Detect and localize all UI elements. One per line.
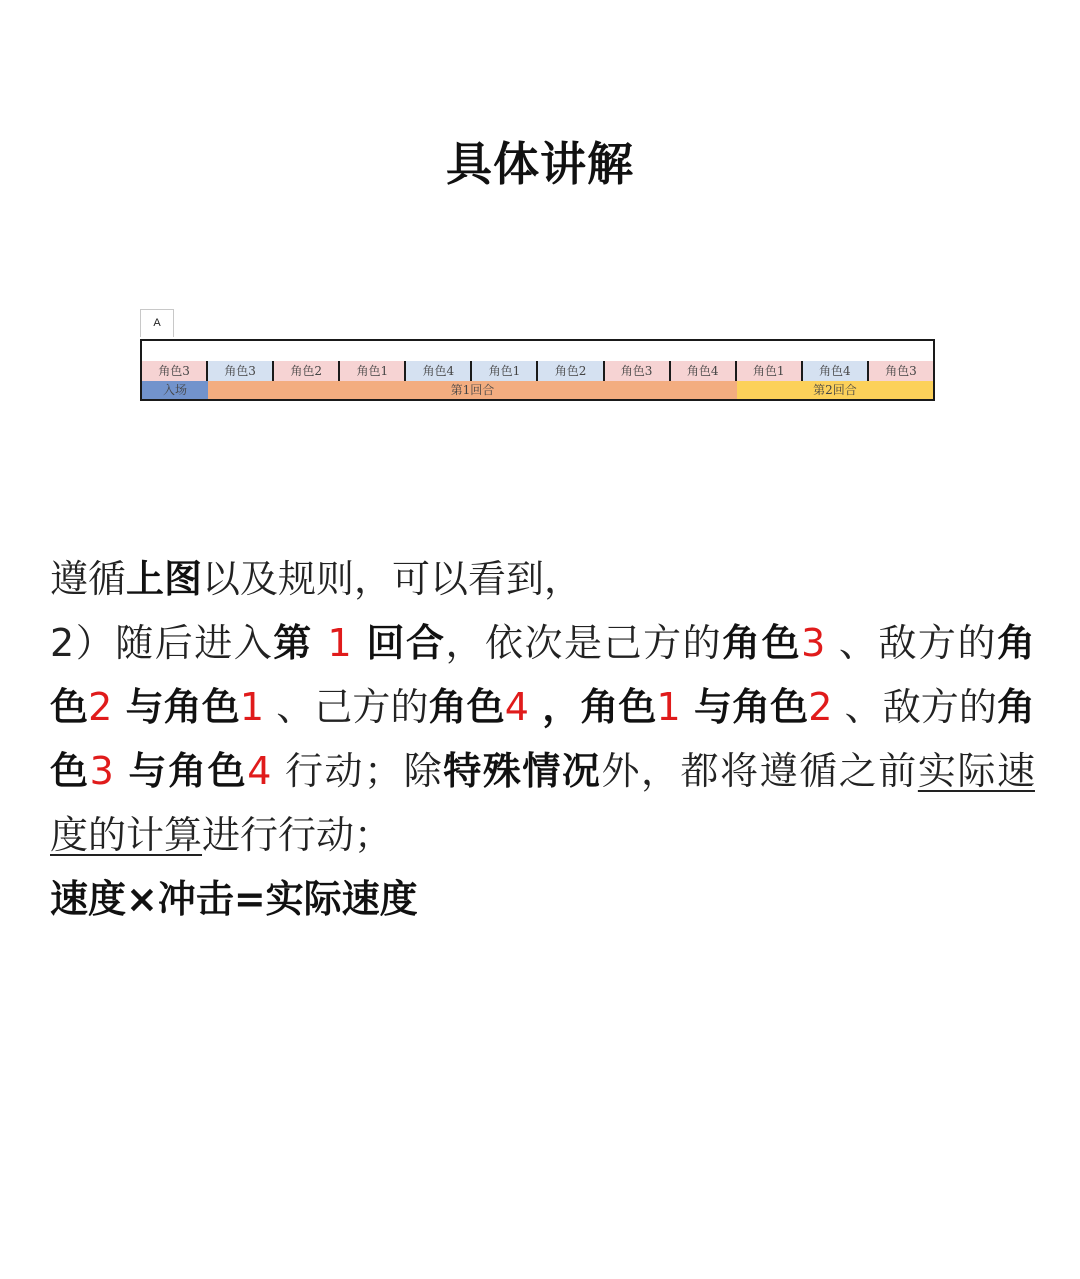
paragraph-round-one: [50, 611, 1035, 867]
text-span: 进行行动；: [202, 813, 393, 857]
paragraph-intro: [50, 547, 1035, 611]
band-entry: 入场: [142, 381, 208, 399]
text-span-bold: 角色: [722, 621, 802, 665]
text-span-underlined: 实际速度的计算: [50, 749, 1035, 857]
turn-cell: 角色4: [669, 361, 735, 381]
page-title: 具体讲解: [446, 137, 634, 191]
text-span-bold: 角色: [50, 685, 1035, 793]
text-span-red: 2: [808, 685, 833, 729]
text-span-bold: 与角色: [680, 685, 809, 729]
text-span-bold: 特殊情况: [443, 749, 602, 793]
text-span: ，依次是己方的: [445, 621, 723, 665]
text-span-red: 4: [247, 749, 272, 793]
text-span-bold: 与角色: [112, 685, 240, 729]
text-span-red: 1: [327, 621, 352, 665]
turn-cell: 角色4: [801, 361, 867, 381]
turn-cell: 角色1: [338, 361, 404, 381]
text-span-red: 2: [88, 685, 113, 729]
turn-cell: 角色3: [206, 361, 272, 381]
column-header: A: [140, 309, 174, 337]
text-span-bold: 上图: [126, 557, 203, 601]
text-span: 行动；除: [271, 749, 444, 793]
text-span: 、己方的: [264, 685, 429, 729]
turn-cell: 角色4: [404, 361, 470, 381]
text-span: 以及规则，可以看到，: [202, 557, 583, 601]
turn-cell: 角色3: [867, 361, 933, 381]
text-span-bold: ，角色: [528, 685, 657, 729]
turn-cell: 角色2: [272, 361, 338, 381]
band-round-2: 第2回合: [737, 381, 933, 399]
band-round-1: 第1回合: [208, 381, 737, 399]
text-span: 遵循: [50, 557, 127, 601]
text-span-bold: 第: [273, 621, 328, 665]
explanation-text: [50, 547, 1035, 931]
text-span-bold: 角色: [50, 621, 1035, 729]
text-span-bold: 角色: [428, 685, 505, 729]
text-span-bold: 与角色: [113, 749, 248, 793]
text-span-red: 4: [504, 685, 529, 729]
text-span: 外，都将遵循之前: [601, 749, 918, 793]
turn-order-timeline: [140, 339, 935, 401]
text-span-red: 3: [801, 621, 826, 665]
turn-cell: 角色2: [536, 361, 602, 381]
round-band-row: [142, 381, 933, 399]
text-span: 2）随后进入: [50, 621, 274, 665]
text-span-red: 1: [656, 685, 681, 729]
turn-cell: 角色3: [142, 361, 206, 381]
text-span-bold: 回合: [351, 621, 446, 665]
text-span-red: 1: [239, 685, 265, 729]
turn-order-row: [142, 361, 933, 381]
spreadsheet-image: [140, 309, 935, 404]
text-span-red: 3: [89, 749, 114, 793]
text-span: 、敌方的: [832, 685, 997, 729]
turn-cell: 角色3: [603, 361, 669, 381]
text-span: 、敌方的: [825, 621, 997, 665]
turn-cell: 角色1: [735, 361, 801, 381]
turn-cell: 角色1: [470, 361, 536, 381]
formula-line: 速度×冲击=实际速度: [50, 877, 418, 921]
